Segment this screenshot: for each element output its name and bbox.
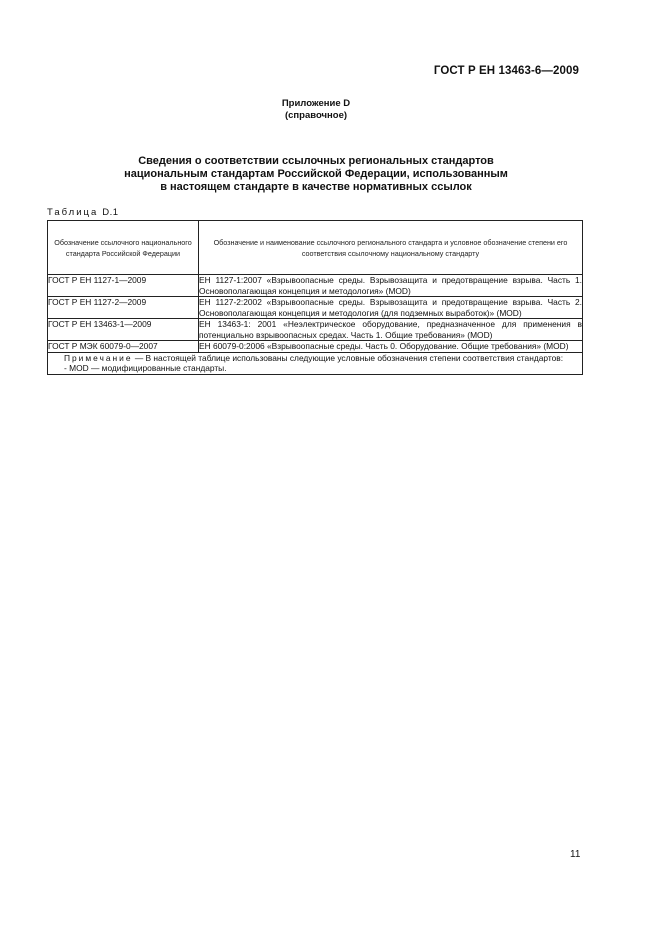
- table-note-row: [48, 352, 583, 374]
- correspondence-table: [47, 220, 583, 375]
- table-row: [48, 297, 583, 319]
- national-standard-cell: ГОСТ Р МЭК 60079-0—2007: [48, 341, 199, 353]
- regional-standard-cell: ЕН 1127-1:2007 «Взрывоопасные среды. Взрывозащита и предотвращение взрыва. Часть 1. Основополагающая концепция и методология» (MOD): [199, 275, 582, 296]
- regional-standard-cell: ЕН 60079-0:2006 «Взрывоопасные среды. Часть 0. Оборудование. Общие требования» (MOD): [199, 341, 583, 353]
- national-standard-cell: ГОСТ Р ЕН 13463-1—2009: [48, 319, 199, 341]
- page-number: 11: [570, 849, 581, 860]
- appendix-title: Приложение D: [281, 98, 351, 109]
- regional-standard-cell: ЕН 13463-1: 2001 «Неэлектрическое оборудование, предназначенное для применения в потенциально взрывоопасных средах. Часть 1. Общие требования» (MOD): [199, 319, 582, 340]
- note-item: - MOD — модифицированные стандарты.: [64, 363, 227, 373]
- title-line-1: Сведения о соответствии ссылочных региональных стандартов: [138, 155, 494, 167]
- table-row: [48, 319, 583, 341]
- note-label: Примечание: [64, 352, 133, 363]
- title-line-2: национальным стандартам Российской Федерации, использованным: [124, 168, 508, 180]
- table-note: [48, 352, 583, 374]
- appendix-heading: [0, 98, 632, 122]
- table-row: [48, 341, 583, 353]
- national-standard-cell: ГОСТ Р ЕН 1127-2—2009: [48, 297, 199, 319]
- table-caption-number: D.1: [102, 207, 119, 218]
- title-line-3: в настоящем стандарте в качестве нормативных ссылок: [160, 181, 472, 193]
- table-caption-label: Таблица: [47, 207, 99, 218]
- note-text: — В настоящей таблице использованы следующие условные обозначения степени соответствия стандартов:: [134, 352, 564, 363]
- document-code: ГОСТ Р ЕН 13463-6—2009: [433, 65, 579, 77]
- header-regional-standard: Обозначение и наименование ссылочного регионального стандарта и условное обозначение степени его соответствия ссылочному национальному стандарту: [199, 221, 583, 275]
- national-standard-cell: ГОСТ Р ЕН 1127-1—2009: [48, 275, 199, 297]
- table-header-row: [48, 221, 583, 275]
- section-title: [0, 155, 632, 194]
- table-row: [48, 275, 583, 297]
- regional-standard-cell: ЕН 1127-2:2002 «Взрывоопасные среды. Взрывозащита и предотвращение взрыва. Часть 2. Основополагающая концепция и методология (для подземных выработок)» (MOD): [199, 297, 582, 318]
- appendix-subtitle: (справочное): [284, 110, 348, 121]
- header-national-standard: Обозначение ссылочного национального стандарта Российской Федерации: [48, 221, 199, 275]
- table-caption: [47, 207, 119, 218]
